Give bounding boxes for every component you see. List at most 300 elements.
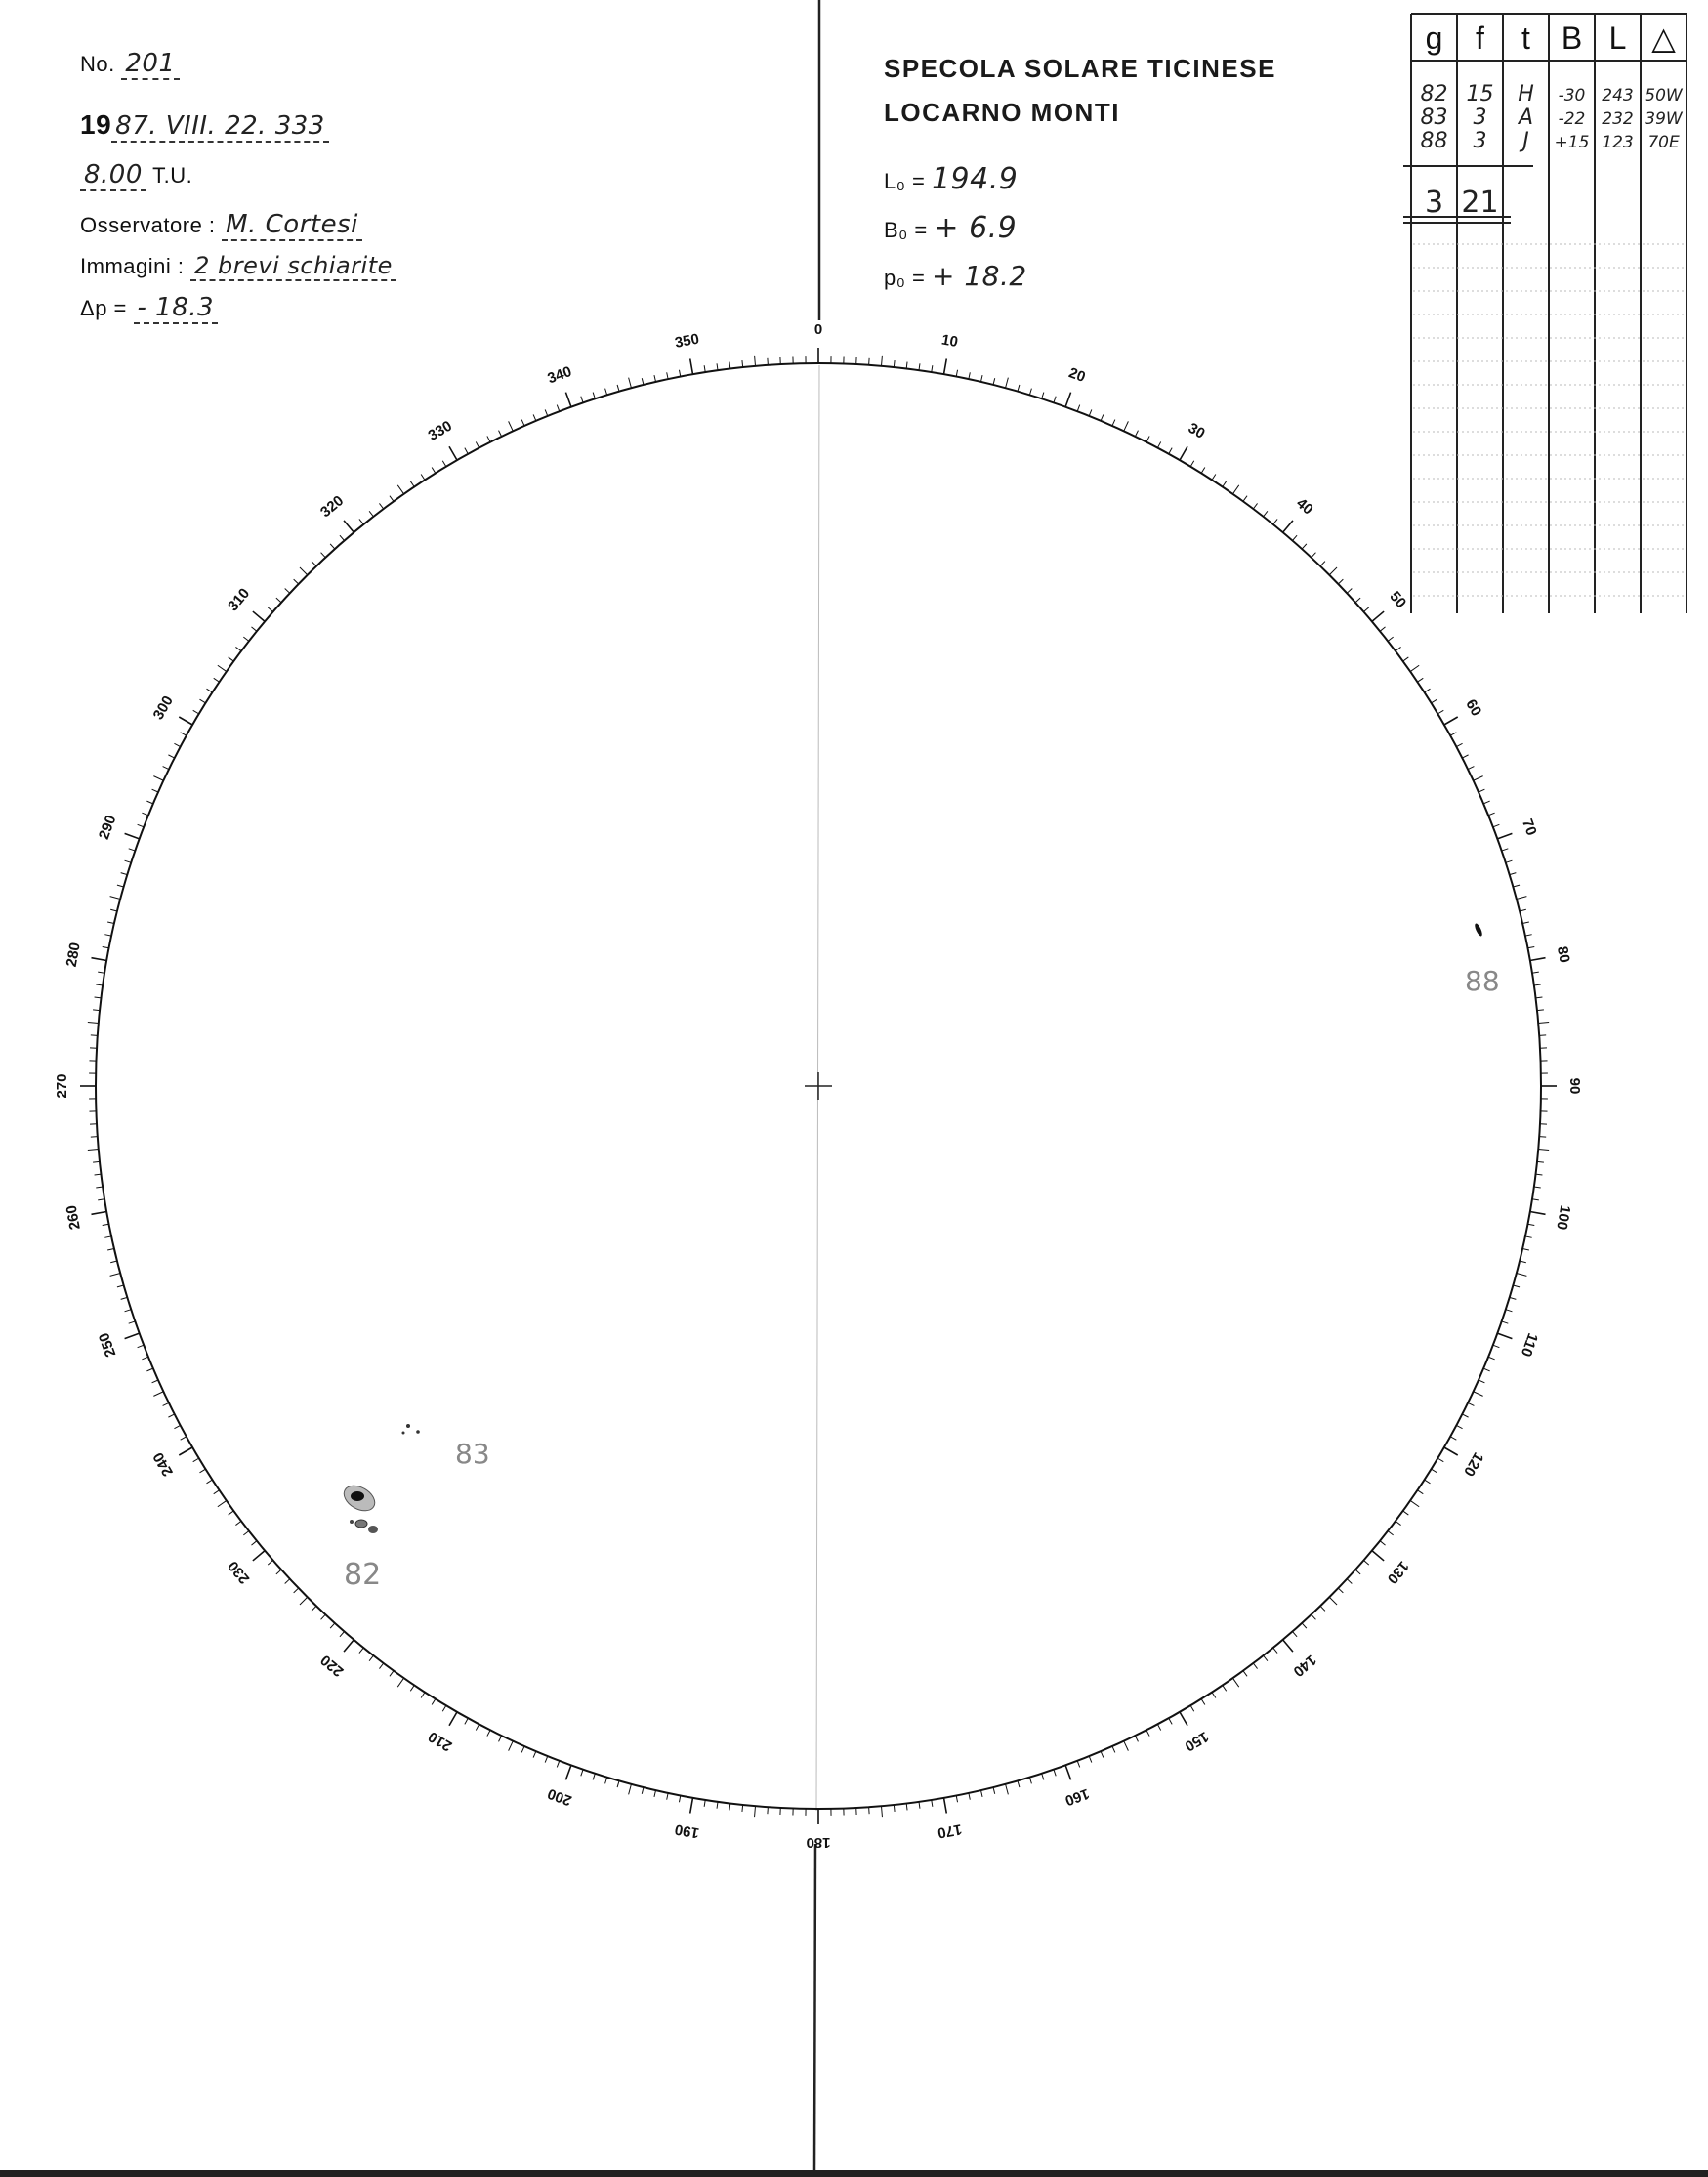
limb-tick	[200, 699, 206, 703]
limb-tick	[581, 1770, 583, 1777]
limb-tick	[229, 657, 234, 661]
report-number-label: No.	[80, 52, 115, 76]
limb-tick	[704, 365, 705, 372]
limb-tick	[421, 1693, 425, 1698]
limb-tick	[932, 1800, 933, 1807]
limb-tick	[1018, 385, 1020, 392]
limb-tick	[110, 897, 121, 900]
limb-tick	[1077, 1761, 1080, 1768]
limb-tick	[129, 849, 136, 851]
limb-tick	[1146, 1730, 1149, 1736]
limb-tick-label: 10	[939, 331, 960, 352]
limb-tick-label: 320	[317, 492, 348, 522]
limb-tick	[1320, 1606, 1325, 1611]
limb-tick	[476, 1724, 479, 1730]
limb-tick	[729, 362, 730, 369]
limb-tick	[1456, 743, 1462, 746]
limb-tick	[1355, 1570, 1360, 1574]
limb-tick	[1432, 699, 1437, 703]
limb-tick	[1302, 544, 1307, 549]
limb-tick-label: 30	[1185, 419, 1208, 442]
limb-tick	[1292, 535, 1297, 540]
limb-tick	[181, 733, 187, 735]
limb-tick	[1029, 1778, 1031, 1784]
limb-tick	[1212, 1693, 1216, 1698]
limb-tick	[300, 1597, 308, 1605]
limb-tick	[755, 1806, 756, 1817]
limb-tick	[104, 935, 111, 936]
limb-tick	[499, 431, 502, 437]
limb-tick	[654, 1790, 656, 1797]
limb-tick	[1534, 984, 1541, 985]
pore-82	[350, 1520, 354, 1524]
limb-tick	[1493, 824, 1500, 827]
limb-tick	[509, 1741, 514, 1751]
limb-tick	[1201, 1699, 1205, 1705]
limb-tick-label: 200	[545, 1784, 574, 1810]
limb-tick	[1169, 448, 1172, 454]
limb-tick	[344, 1640, 354, 1652]
limb-tick	[1157, 1724, 1160, 1730]
limb-tick	[667, 1793, 668, 1800]
limb-tick	[207, 1480, 213, 1484]
limb-tick	[1372, 1551, 1384, 1561]
limb-tick	[276, 1570, 281, 1574]
limb-tick	[1535, 1174, 1542, 1175]
limb-tick	[397, 485, 403, 494]
limb-tick	[397, 1678, 403, 1687]
limb-tick	[95, 997, 102, 998]
limb-tick	[321, 553, 326, 558]
limb-tick	[717, 1802, 718, 1809]
table-cell: 83	[1420, 105, 1448, 130]
limb-tick	[1474, 1392, 1483, 1397]
limb-tick	[107, 1248, 114, 1250]
limb-tick	[1124, 421, 1129, 431]
table-cell: -22	[1558, 109, 1586, 129]
limb-tick	[1006, 378, 1009, 389]
limb-tick	[163, 1402, 169, 1405]
limb-tick	[243, 1531, 249, 1535]
limb-tick	[1169, 1718, 1172, 1724]
limb-tick	[1479, 1380, 1484, 1383]
limb-tick	[142, 1357, 147, 1360]
limb-tick	[1190, 1705, 1194, 1711]
limb-tick	[1273, 1648, 1277, 1653]
limb-tick	[465, 1718, 468, 1724]
table-cell: -30	[1558, 86, 1586, 105]
limb-tick	[729, 1803, 730, 1810]
follower-spot-82b	[368, 1526, 378, 1533]
limb-tick	[1338, 579, 1343, 584]
limb-tick	[1444, 1447, 1458, 1455]
limb-tick	[379, 1663, 383, 1669]
limb-tick	[980, 1790, 982, 1797]
limb-tick	[881, 356, 882, 366]
limb-tick	[153, 776, 163, 781]
limb-tick	[717, 363, 718, 370]
limb-tick	[152, 789, 158, 792]
limb-tick-label: 150	[1182, 1728, 1212, 1755]
limb-tick	[690, 1798, 693, 1814]
limb-tick	[1101, 414, 1104, 420]
limb-tick	[1054, 397, 1056, 403]
images-label: Immagini :	[80, 254, 185, 278]
limb-tick	[1450, 733, 1456, 735]
limb-tick	[168, 755, 174, 758]
limb-tick	[1264, 1655, 1268, 1661]
limb-tick	[1520, 1261, 1526, 1263]
limb-tick	[1468, 767, 1474, 770]
limb-tick	[442, 461, 446, 467]
limb-tick	[894, 360, 895, 367]
limb-tick	[1312, 553, 1316, 558]
limb-tick	[390, 496, 394, 502]
limb-tick	[390, 1671, 394, 1677]
limb-tick	[629, 1784, 632, 1795]
limb-tick	[521, 420, 524, 426]
limb-tick	[533, 414, 536, 420]
limb-tick-label: 230	[225, 1557, 254, 1587]
limb-tick	[487, 1730, 490, 1736]
limb-tick	[214, 678, 220, 682]
limb-tick	[1273, 519, 1277, 523]
delta-p-label: Δp =	[80, 296, 127, 320]
time-unit: T.U.	[152, 163, 193, 188]
limb-tick	[93, 1161, 100, 1162]
limb-tick-label: 140	[1289, 1651, 1319, 1680]
L0-value: 194.9	[931, 162, 1019, 196]
limb-tick	[617, 1780, 619, 1787]
limb-tick	[1410, 665, 1419, 671]
limb-tick	[1380, 1541, 1385, 1545]
table-cell: +15	[1554, 133, 1590, 152]
limb-tick	[1417, 1490, 1423, 1494]
limb-tick	[104, 1236, 111, 1237]
table-cell: 39W	[1645, 109, 1683, 129]
table-cell: 50W	[1645, 86, 1683, 105]
limb-tick	[943, 358, 946, 374]
limb-tick-label: 260	[62, 1203, 84, 1232]
limb-tick	[993, 1787, 995, 1794]
table-cell: 123	[1602, 133, 1634, 152]
limb-tick	[1380, 627, 1385, 631]
limb-tick	[1089, 1756, 1092, 1762]
limb-tick	[88, 1023, 99, 1024]
limb-tick	[1488, 1357, 1494, 1360]
limb-tick	[1042, 393, 1044, 399]
limb-tick	[509, 421, 514, 431]
limb-tick	[125, 1310, 132, 1312]
limb-tick	[919, 1802, 920, 1809]
observatory-location: LOCARNO MONTI	[884, 98, 1120, 127]
limb-tick	[1146, 436, 1149, 441]
limb-tick	[1190, 461, 1194, 467]
limb-tick	[1493, 1345, 1500, 1348]
table-cell: 3	[1473, 129, 1487, 153]
limb-tick	[617, 385, 619, 392]
limb-tick	[605, 389, 607, 396]
limb-tick	[1388, 1531, 1394, 1535]
limb-tick	[125, 1333, 140, 1338]
limb-tick	[138, 824, 145, 827]
limb-tick	[449, 446, 457, 460]
limb-tick	[1180, 446, 1187, 460]
limb-tick	[103, 1224, 109, 1225]
limb-tick	[268, 607, 272, 612]
date-value: 87. VIII. 22. 333	[111, 111, 329, 143]
limb-tick	[969, 372, 970, 379]
limb-tick	[1223, 481, 1227, 487]
limb-tick	[129, 1321, 136, 1323]
limb-tick-label: 350	[673, 330, 701, 352]
limb-tick	[1502, 849, 1509, 851]
limb-tick	[449, 1712, 457, 1726]
table-header-cell: L	[1608, 21, 1627, 56]
table-header-cell: t	[1521, 21, 1530, 56]
limb-tick	[593, 393, 595, 399]
group-label-83: 83	[455, 1438, 490, 1470]
limb-tick	[321, 1614, 326, 1619]
limb-tick	[1417, 678, 1423, 682]
limb-tick	[1537, 1010, 1544, 1011]
table-total-cell: 21	[1461, 186, 1499, 220]
limb-tick	[214, 1490, 220, 1494]
limb-tick	[1483, 1368, 1489, 1371]
limb-tick	[200, 1469, 206, 1473]
limb-tick	[1243, 496, 1247, 502]
limb-tick	[1403, 657, 1409, 661]
limb-tick	[1283, 1640, 1293, 1652]
sunspot-group-83	[402, 1424, 420, 1435]
limb-tick	[179, 717, 192, 725]
limb-tick	[487, 436, 490, 441]
limb-tick	[1302, 1623, 1307, 1628]
L0-label: L₀ =	[884, 169, 926, 193]
limb-tick-label: 100	[1553, 1203, 1574, 1232]
limb-tick	[1506, 1310, 1513, 1312]
limb-tick	[181, 1437, 187, 1440]
limb-tick	[179, 1447, 192, 1455]
limb-tick	[96, 1187, 103, 1188]
limb-tick	[235, 647, 241, 650]
bottom-border	[0, 2170, 1708, 2177]
limb-tick	[1232, 485, 1238, 494]
limb-tick-label: 0	[813, 320, 823, 338]
limb-tick	[581, 397, 583, 403]
limb-tick	[1474, 776, 1483, 781]
limb-tick	[1532, 972, 1539, 973]
table-cell: 70E	[1647, 133, 1680, 152]
limb-tick	[906, 362, 907, 369]
limb-tick	[1510, 873, 1517, 875]
limb-tick	[906, 1803, 907, 1810]
limb-tick	[679, 1795, 680, 1802]
limb-tick	[1483, 801, 1489, 804]
table-cell: 3	[1473, 105, 1487, 130]
limb-tick	[142, 813, 147, 816]
limb-tick-label: 210	[425, 1728, 455, 1755]
limb-tick	[110, 909, 117, 911]
limb-tick	[300, 567, 308, 575]
limb-tick	[96, 984, 103, 985]
limb-tick	[499, 1736, 502, 1741]
table-cell: 232	[1602, 109, 1634, 129]
time-value: 8.00	[80, 160, 146, 191]
limb-tick-label: 270	[53, 1073, 70, 1099]
limb-tick	[410, 1685, 414, 1691]
limb-tick	[1530, 1211, 1546, 1214]
limb-tick-label: 20	[1066, 364, 1088, 387]
limb-tick	[285, 589, 290, 594]
limb-tick	[91, 1211, 106, 1214]
limb-tick	[98, 1199, 104, 1200]
limb-tick	[1212, 475, 1216, 481]
limb-tick	[432, 1699, 436, 1705]
vertical-axis-bottom	[814, 1844, 815, 2170]
limb-tick	[557, 1761, 560, 1768]
limb-tick	[1530, 958, 1546, 961]
limb-tick	[253, 1551, 265, 1561]
limb-tick	[1135, 1736, 1138, 1741]
limb-tick-label: 80	[1553, 944, 1573, 965]
limb-tick	[1253, 503, 1257, 509]
limb-tick-label: 50	[1386, 588, 1410, 611]
limb-tick	[1517, 1274, 1527, 1277]
limb-tick	[344, 521, 354, 532]
limb-tick-label: 60	[1462, 696, 1485, 720]
limb-tick	[605, 1778, 607, 1784]
limb-tick	[1513, 1285, 1520, 1287]
limb-tick-label: 300	[149, 692, 177, 723]
limb-tick	[1283, 521, 1293, 532]
limb-tick	[1180, 1712, 1187, 1726]
sunspot-group-82	[340, 1481, 379, 1533]
limb-tick	[704, 1800, 705, 1807]
limb-tick-label: 330	[425, 417, 455, 444]
limb-tick	[980, 375, 982, 382]
table-cell: 243	[1602, 86, 1634, 105]
limb-tick	[533, 1751, 536, 1757]
table-cell: 82	[1420, 82, 1448, 106]
limb-tick	[679, 370, 680, 377]
limb-tick	[93, 1010, 100, 1011]
limb-tick-label: 240	[149, 1449, 177, 1480]
limb-tick	[742, 360, 743, 367]
limb-tick	[1497, 833, 1512, 838]
limb-tick	[1437, 710, 1443, 714]
limb-tick	[251, 1541, 256, 1545]
sunspot-group-88	[1474, 923, 1483, 938]
limb-tick	[1534, 1187, 1541, 1188]
limb-tick	[1522, 922, 1529, 924]
limb-tick	[369, 511, 373, 517]
limb-tick	[1396, 647, 1401, 650]
limb-tick	[174, 1425, 180, 1428]
limb-tick	[285, 1579, 290, 1584]
limb-tick	[1112, 420, 1115, 426]
limb-tick	[1372, 611, 1384, 621]
limb-tick	[1347, 1579, 1352, 1584]
group-label-88: 88	[1465, 965, 1500, 997]
limb-tick	[1355, 598, 1360, 603]
limb-tick	[359, 519, 363, 523]
limb-tick	[667, 372, 668, 379]
p0-value: + 18.2	[931, 260, 1027, 292]
limb-tick	[1042, 1774, 1044, 1780]
limb-tick	[1124, 1741, 1129, 1751]
limb-tick	[1479, 789, 1484, 792]
limb-tick	[1264, 511, 1268, 517]
limb-tick	[218, 1500, 227, 1506]
limb-tick	[1006, 1784, 1009, 1795]
limb-tick	[1320, 562, 1325, 566]
limb-tick-label: 180	[806, 1834, 831, 1852]
limb-tick	[340, 1631, 345, 1636]
limb-tick	[107, 922, 114, 924]
limb-tick	[1535, 997, 1542, 998]
limb-tick	[545, 1756, 548, 1762]
B0-label: B₀ =	[884, 218, 928, 242]
limb-tick	[168, 1414, 174, 1417]
limb-tick	[276, 598, 281, 603]
umbra-82	[351, 1491, 364, 1501]
limb-tick	[956, 1795, 957, 1802]
limb-tick	[146, 801, 152, 804]
limb-tick	[1437, 1458, 1443, 1462]
limb-tick	[125, 833, 140, 838]
limb-tick	[1157, 441, 1160, 447]
limb-tick	[330, 1623, 335, 1628]
limb-tick	[465, 448, 468, 454]
limb-tick	[1054, 1770, 1056, 1777]
limb-tick	[1450, 1437, 1456, 1440]
limb-tick	[1232, 1678, 1238, 1687]
limb-tick	[340, 535, 345, 540]
limb-tick	[1077, 405, 1080, 412]
pore-83b	[416, 1430, 420, 1434]
table-cell: H	[1518, 82, 1534, 106]
limb-tick	[1462, 755, 1468, 758]
limb-tick	[1497, 1333, 1512, 1338]
follower-spot-82a	[355, 1520, 367, 1528]
B0-value: + 6.9	[934, 211, 1018, 245]
limb-tick-label: 340	[545, 362, 574, 388]
limb-tick	[218, 665, 227, 671]
limb-tick	[1522, 1248, 1529, 1250]
limb-tick	[1444, 717, 1458, 725]
limb-tick	[1520, 909, 1526, 911]
limb-tick-label: 290	[95, 813, 120, 842]
p0-label: p₀ =	[884, 266, 926, 290]
limb-tick	[235, 1521, 241, 1525]
observer-value: M. Cortesi	[222, 210, 362, 241]
limb-tick	[163, 767, 169, 770]
limb-tick-label: 110	[1517, 1330, 1541, 1360]
limb-tick	[1312, 1614, 1316, 1619]
limb-tick	[1462, 1414, 1468, 1417]
limb-tick	[1538, 1149, 1549, 1150]
limb-tick	[95, 1174, 102, 1175]
limb-tick	[1513, 885, 1520, 887]
limb-tick	[369, 1655, 373, 1661]
limb-tick	[894, 1805, 895, 1812]
limb-tick	[557, 405, 560, 412]
limb-tick	[152, 1380, 158, 1383]
limb-tick	[565, 393, 570, 407]
limb-tick	[312, 562, 316, 566]
table-cell: 15	[1466, 82, 1494, 106]
